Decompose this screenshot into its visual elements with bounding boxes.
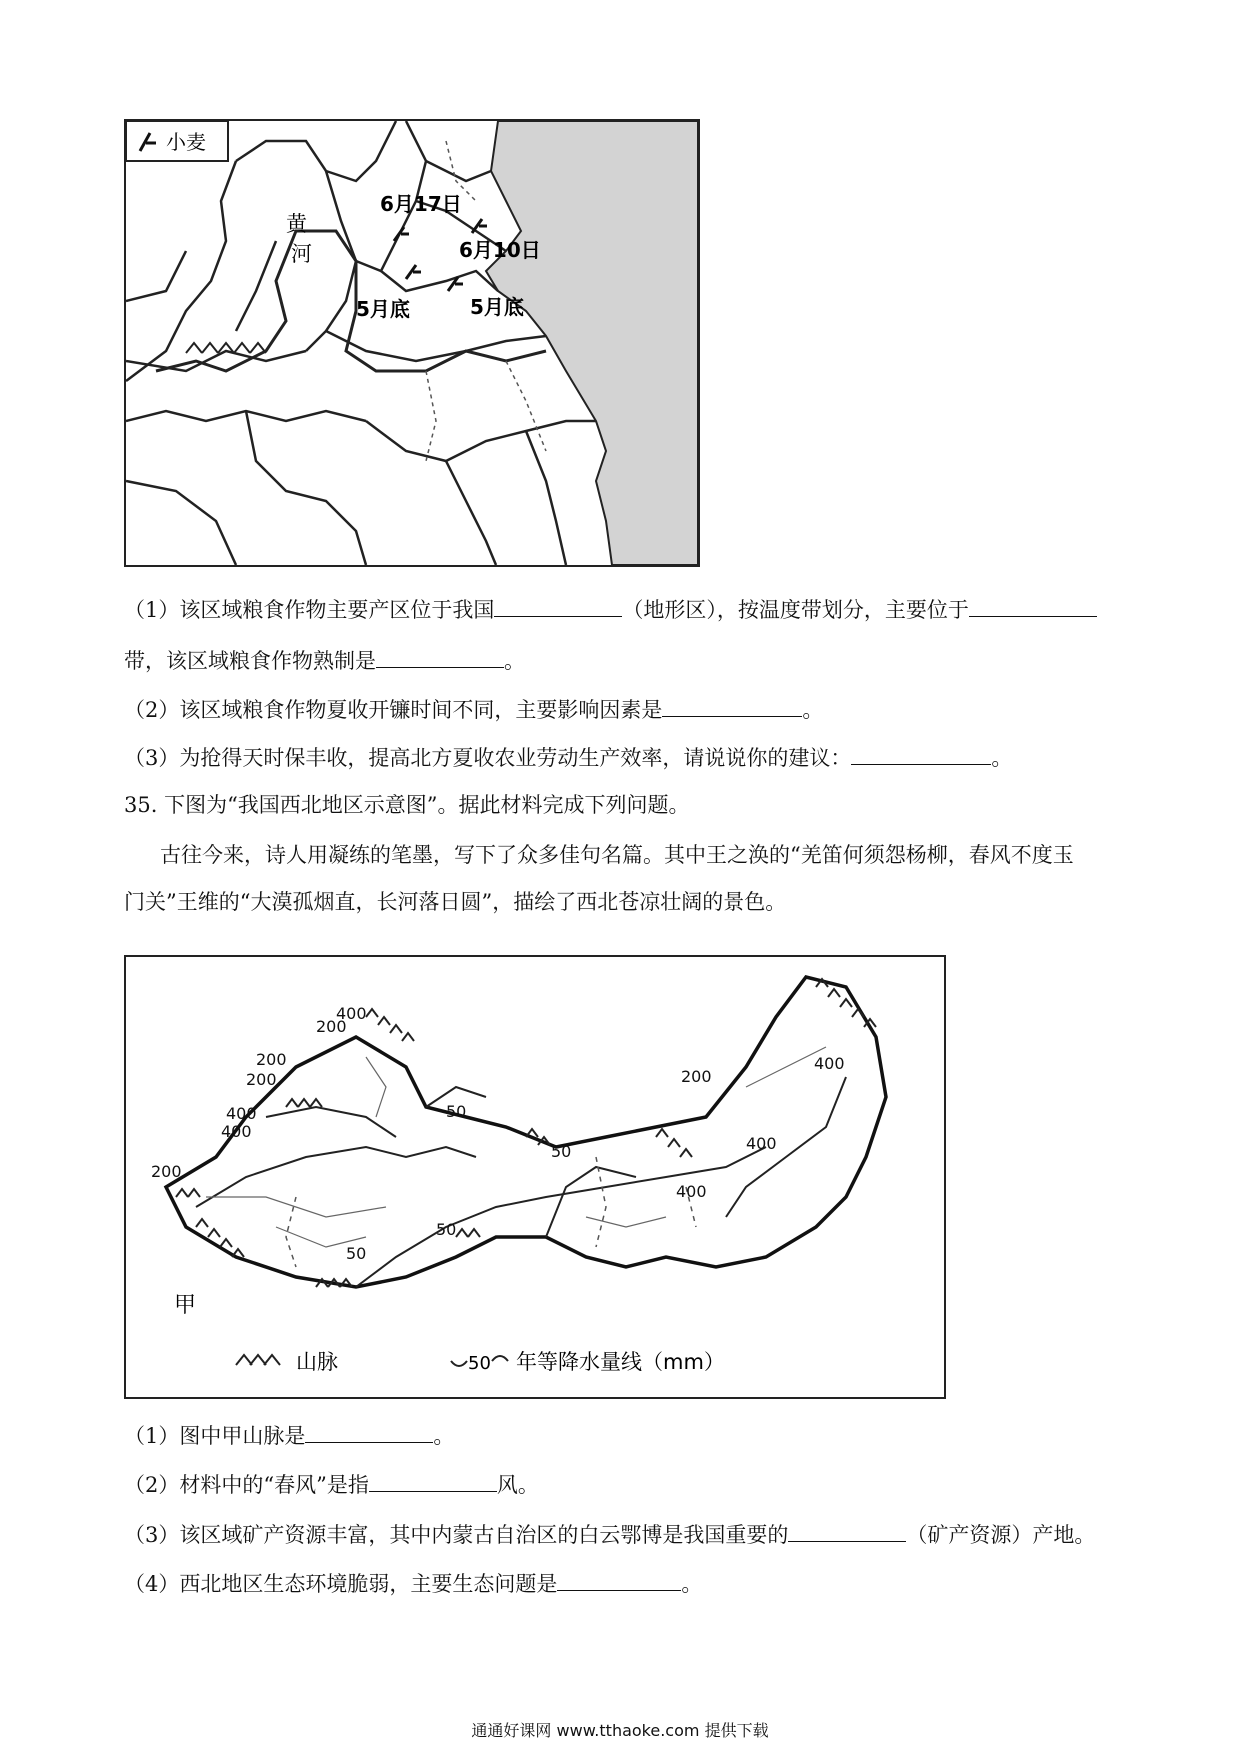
- q34-1-line-2: 带，该区域粮食作物熟制是 。: [124, 645, 525, 676]
- answer-blank-q34-1b[interactable]: [969, 594, 1097, 617]
- q35-intro: 35. 下图为“我国西北地区示意图”。据此材料完成下列问题。: [124, 793, 690, 817]
- date-label-end-may-1: 5月底: [356, 297, 410, 321]
- isoline-label: 400: [676, 1182, 707, 1201]
- footer-site: 通通好课网: [471, 1721, 552, 1740]
- footer-suffix: 提供下载: [704, 1721, 769, 1740]
- footer-url[interactable]: www.tthaoke.com: [556, 1721, 700, 1740]
- answer-blank-q34-2[interactable]: [662, 694, 802, 717]
- isoline-label: 200: [681, 1067, 712, 1086]
- wheat-legend-label: 小麦: [166, 130, 206, 154]
- isoline-legend-left: [451, 1361, 467, 1366]
- isoline-label: 200: [246, 1070, 277, 1089]
- q34-2-line: （2）该区域粮食作物夏收开镰时间不同，主要影响因素是 。: [124, 694, 823, 725]
- isoline-label: 200: [256, 1050, 287, 1069]
- answer-blank-q35-4[interactable]: [557, 1568, 681, 1591]
- northwest-map-graphic: [126, 957, 944, 1397]
- q35-material-line-2: 门关”王维的“大漠孤烟直，长河落日圆”，描绘了西北苍凉壮阔的景色。: [124, 890, 787, 914]
- q35-material-line-1: 古往今来，诗人用凝练的笔墨，写下了众多佳句名篇。其中王之涣的“羌笛何须怨杨柳，春风不度玉: [160, 843, 1074, 867]
- answer-blank-q35-1[interactable]: [305, 1420, 433, 1443]
- q35-1-line: （1）图中甲山脉是 。: [124, 1420, 454, 1451]
- date-label-end-may-2: 5月底: [470, 295, 524, 319]
- isoline-label: 50: [436, 1220, 457, 1239]
- date-label-jun10: 6月10日: [459, 238, 541, 262]
- answer-blank-q35-3[interactable]: [788, 1519, 906, 1542]
- q35-4-line: （4）西北地区生态环境脆弱，主要生态问题是 。: [124, 1568, 702, 1599]
- map2-legend: [236, 1350, 725, 1374]
- river-label-huang: 黄: [286, 212, 307, 236]
- page-footer: [0, 1718, 1240, 1741]
- mountain-legend-icon: [236, 1355, 280, 1365]
- q34-3-line: （3）为抢得天时保丰收，提高北方夏收农业劳动生产效率，请说说你的建议： 。: [124, 742, 1012, 773]
- northwest-china-map: [124, 955, 946, 1399]
- date-label-jun17: 6月17日: [380, 192, 462, 216]
- isoline-label: 400: [746, 1134, 777, 1153]
- answer-blank-q35-2[interactable]: [369, 1469, 497, 1492]
- q35-3-line: （3）该区域矿产资源丰富，其中内蒙古自治区的白云鄂博是我国重要的 （矿产资源）产地。: [124, 1519, 1095, 1550]
- isoline-label: 400: [226, 1104, 257, 1123]
- isoline-label: 50: [446, 1102, 467, 1121]
- mountain-jia-label: 甲: [174, 1293, 197, 1318]
- isoline-label: 200: [151, 1162, 182, 1181]
- legend-isoline-label: 年等降水量线（mm）: [516, 1350, 725, 1374]
- isoline-label: 400: [814, 1054, 845, 1073]
- legend-mountain-label: 山脉: [296, 1350, 338, 1374]
- isoline-label: 400: [221, 1122, 252, 1141]
- answer-blank-q34-1c[interactable]: [376, 645, 504, 668]
- wheat-map-graphic: [126, 121, 698, 565]
- isoline-label: 50: [346, 1244, 367, 1263]
- answer-blank-q34-1a[interactable]: [494, 594, 622, 617]
- river-label-he: 河: [291, 242, 312, 266]
- isoline-label: 50: [551, 1142, 572, 1161]
- legend-isoline-value: 50: [468, 1353, 491, 1374]
- q35-2-line: （2）材料中的“春风”是指 风。: [124, 1469, 539, 1500]
- q34-1-line-1: （1）该区域粮食作物主要产区位于我国 （地形区），按温度带划分，主要位于: [124, 594, 1097, 625]
- isoline-label: 400: [336, 1004, 367, 1023]
- isoline-legend-right: [492, 1356, 508, 1361]
- isoline-label: 200: [316, 1017, 347, 1036]
- answer-blank-q34-3[interactable]: [851, 742, 991, 765]
- wheat-harvest-map: [124, 119, 700, 567]
